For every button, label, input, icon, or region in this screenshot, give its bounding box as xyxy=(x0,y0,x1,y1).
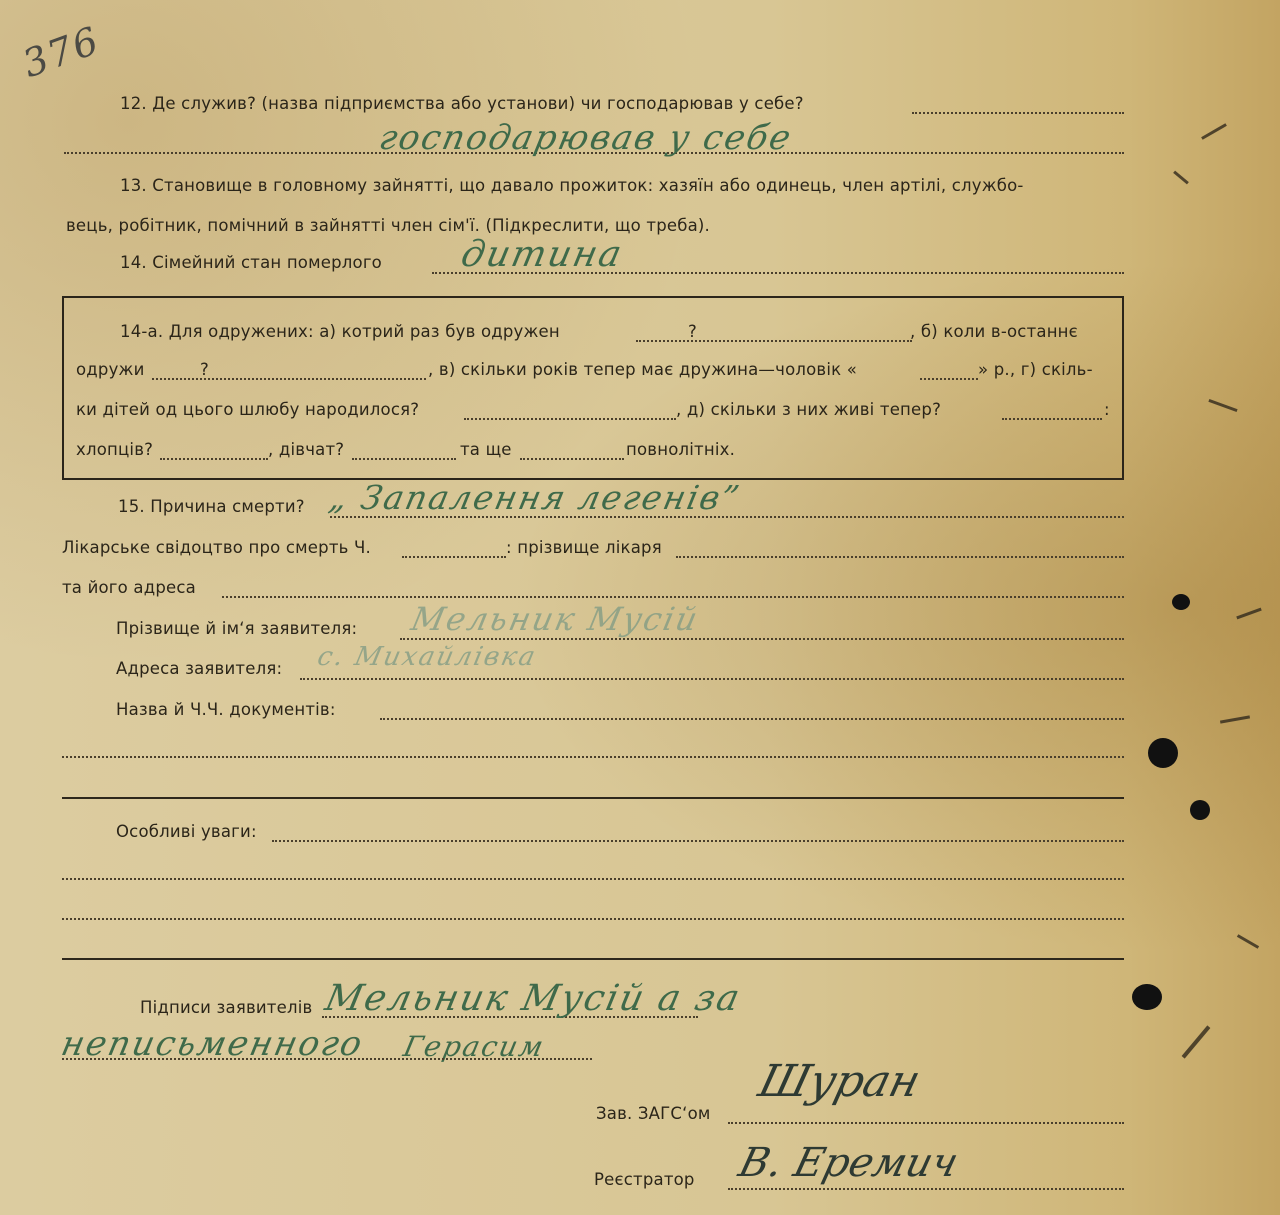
q13-line2: вець, робітник, помічний в зайнятті член сім'ї. (Підкреслити, що треба). xyxy=(66,216,710,235)
applicant-name-value: Мельник Мусій xyxy=(407,600,703,638)
applicant-signature-dotline-2 xyxy=(62,1058,592,1060)
applicant-signature-name: Герасим xyxy=(400,1030,549,1063)
zags-label: Зав. ЗАГС‘ом xyxy=(596,1104,711,1123)
binding-tear xyxy=(1237,934,1259,949)
applicant-address-value: с. Михайлівка xyxy=(314,642,540,672)
q14a-dotline-8 xyxy=(520,458,624,460)
notes-dotline-3 xyxy=(62,918,1124,920)
q12-label: 12. Де служив? (назва підприємства або установи) чи господарював у себе? xyxy=(120,94,804,113)
medical-dotline-3 xyxy=(222,596,1124,598)
q12-answer: господарював у себе xyxy=(375,118,797,158)
binding-hole xyxy=(1132,984,1162,1010)
q14a-line4-b: , дівчат? xyxy=(268,440,345,459)
medical-line1-a: Лікарське свідоцтво про смерть Ч. xyxy=(62,538,371,557)
q14a-dotline-4 xyxy=(464,418,676,420)
documents-label: Назва й Ч.Ч. документів: xyxy=(116,700,336,719)
binding-tear xyxy=(1201,123,1227,140)
q14a-line3-b: , д) скільки з них живі тепер? xyxy=(676,400,942,419)
applicant-address-dotline xyxy=(300,678,1124,680)
q13-line1: 13. Становище в головному зайнятті, що давало прожиток: хазяїн або одинець, член артілі, службо- xyxy=(120,176,1024,195)
registrar-dotline xyxy=(728,1188,1124,1190)
q14a-line2-a: одружи xyxy=(76,360,145,379)
applicant-signature-label: Підписи заявителів xyxy=(140,998,313,1017)
registrar-label: Реєстратор xyxy=(594,1170,695,1189)
q14a-line3-c: : xyxy=(1104,400,1110,419)
medical-line2: та його адреса xyxy=(62,578,196,597)
applicant-signature-line2: неписьменного xyxy=(57,1024,368,1064)
binding-tear xyxy=(1173,171,1189,185)
registrar-signature: В. Еремич xyxy=(734,1140,963,1186)
section-rule-1 xyxy=(62,797,1124,799)
applicant-signature-line1: Мельник Мусій а за xyxy=(321,978,745,1019)
q14a-dotline-6 xyxy=(160,458,268,460)
binding-tear xyxy=(1208,399,1237,412)
applicant-address-label: Адреса заявителя: xyxy=(116,659,283,678)
q14a-dotline-5 xyxy=(1002,418,1102,420)
q12-dotline-1 xyxy=(912,112,1124,114)
q14-label: 14. Сімейний стан померлого xyxy=(120,253,382,272)
archive-number: 376 xyxy=(16,17,106,87)
q14a-line3-a: ки дітей од цього шлюбу народилося? xyxy=(76,400,420,419)
q14a-line1-b: , б) коли в-останнє xyxy=(910,322,1078,341)
q14a-line4-c: та ще xyxy=(460,440,512,459)
binding-hole xyxy=(1172,594,1190,610)
notes-dotline-1 xyxy=(272,840,1124,842)
q14a-dotline-1 xyxy=(636,340,912,342)
binding-hole xyxy=(1190,800,1210,820)
q14-answer: дитина xyxy=(457,234,627,275)
binding-tear xyxy=(1182,1025,1211,1058)
notes-dotline-2 xyxy=(62,878,1124,880)
q14a-mark-1: ? xyxy=(688,322,697,341)
binding-tear xyxy=(1236,608,1261,620)
q15-label: 15. Причина смерти? xyxy=(118,497,305,516)
q14a-line4-a: хлопців? xyxy=(76,440,154,459)
binding-tear xyxy=(1220,715,1250,723)
medical-dotline-2 xyxy=(676,556,1124,558)
q14a-dotline-3 xyxy=(920,378,978,380)
notes-label: Особливі уваги: xyxy=(116,822,257,841)
q14a-line2-b: , в) скільки років тепер має дружина—чоловік « xyxy=(428,360,858,379)
medical-line1-b: : прізвище лікаря xyxy=(506,538,662,557)
section-rule-2 xyxy=(62,958,1124,960)
q14a-mark-2: ? xyxy=(200,360,209,379)
documents-dotline-1 xyxy=(380,718,1124,720)
applicant-name-dotline xyxy=(400,638,1124,640)
q14a-line1-a: 14-а. Для одружених: а) котрий раз був одружен xyxy=(120,322,560,341)
medical-dotline-1 xyxy=(402,556,506,558)
q15-answer: „ Запалення легенів” xyxy=(325,478,745,517)
zags-signature: Шуран xyxy=(753,1056,926,1107)
q14a-line2-c: » р., г) скіль- xyxy=(978,360,1093,379)
zags-dotline xyxy=(728,1122,1124,1124)
q14a-dotline-2 xyxy=(152,378,426,380)
documents-dotline-2 xyxy=(62,756,1124,758)
q14a-dotline-7 xyxy=(352,458,456,460)
binding-hole xyxy=(1148,738,1178,768)
q14a-line4-d: повнолітніх. xyxy=(626,440,736,459)
applicant-name-label: Прізвище й ім‘я заявителя: xyxy=(116,619,358,638)
